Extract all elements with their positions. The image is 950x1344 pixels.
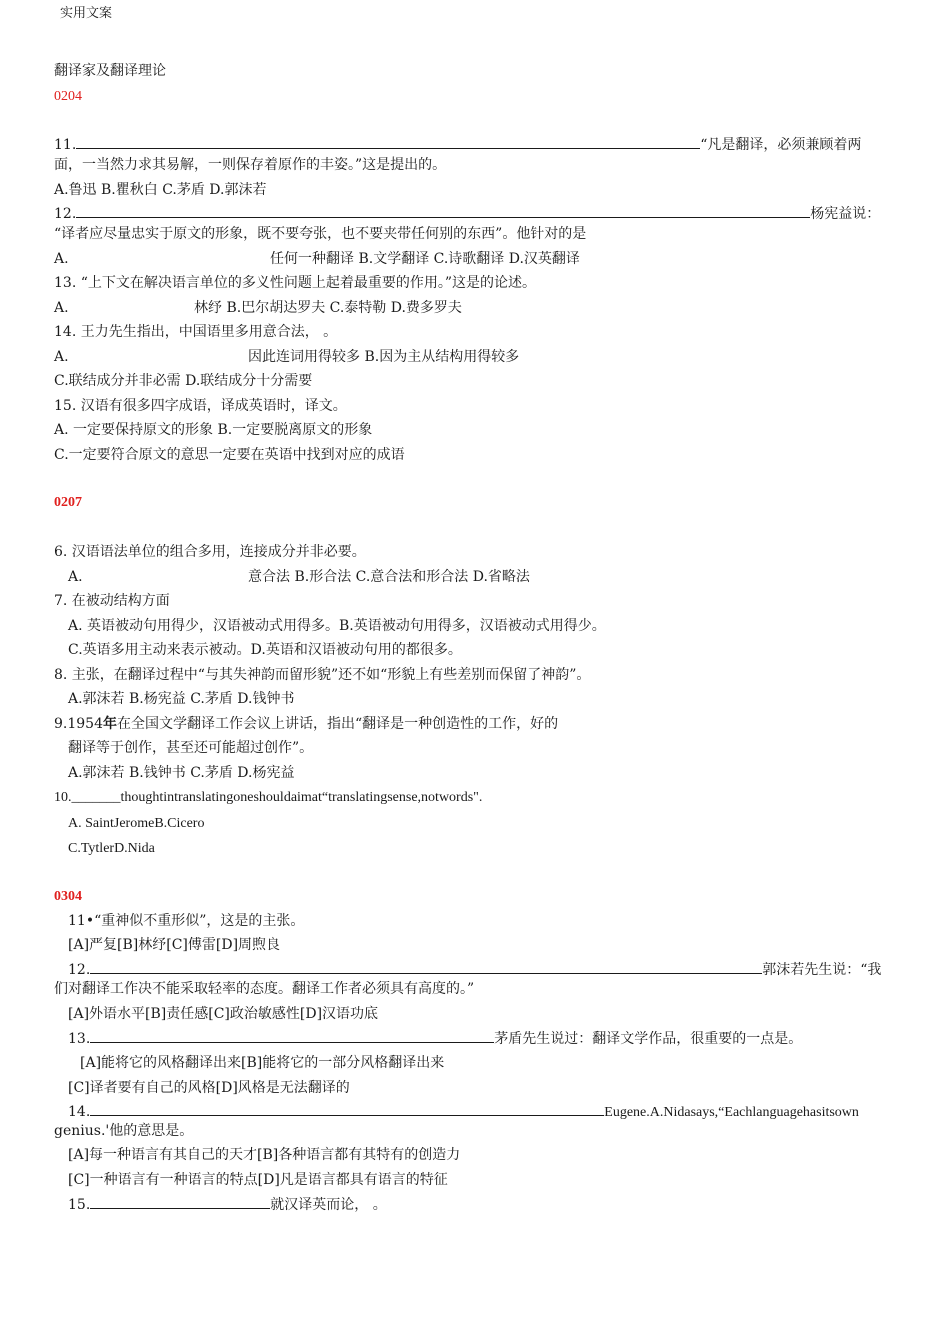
question-12-options: 任何一种翻译 B.文学翻译 C.诗歌翻译 D.汉英翻译 (270, 251, 580, 267)
question-7: 7. 在被动结构方面 (54, 593, 170, 609)
question-r14-line2: genius.'他的意思是。 (54, 1123, 194, 1139)
page-header: 实用文案 (60, 6, 113, 21)
question-number: 11. (54, 137, 77, 153)
question-r13-options-1: [A]能将它的风格翻译出来[B]能将它的一部分风格翻译出来 (80, 1055, 445, 1071)
question-number: 12. (68, 962, 91, 978)
question-r12-options: [A]外语水平[B]责任感[C]政治敏感性[D]汉语功底 (68, 1006, 379, 1022)
question-text: 茅盾先生说过：翻译文学作品，很重要的一点是。 (494, 1031, 803, 1047)
question-14-options-2: C.联结成分并非必需 D.联结成分十分需要 (54, 373, 313, 389)
question-year-suffix: 年 (103, 716, 117, 732)
question-12-option-label: A. (54, 251, 69, 267)
section-code-0207: 0207 (54, 495, 82, 510)
question-number: 15. (68, 1197, 91, 1213)
question-r11: 11•“重神似不重形似”，这是的主张。 (68, 913, 305, 929)
question-number: 14. (68, 1104, 91, 1120)
answer-blank (90, 1103, 604, 1116)
question-11-line2: 面，一当然力求其易解，一则保存着原作的丰姿。”这是提出的。 (54, 157, 447, 173)
question-r14-options-2: [C]一种语言有一种语言的特点[D]凡是语言都具有语言的特征 (68, 1172, 448, 1188)
question-10-options-1: A. SaintJeromeB.Cicero (68, 816, 205, 831)
question-15-options-2: C.一定要符合原文的意思一定要在英语中找到对应的成语 (54, 447, 405, 463)
answer-blank (90, 1030, 494, 1043)
question-text: Eugene.A.Nidasays,“Eachlanguagehasitsown (604, 1105, 859, 1120)
question-r15 (68, 1196, 387, 1214)
question-r13-line1 (68, 1030, 802, 1048)
question-8: 8. 主张，在翻译过程中“与其失神韵而留形貌”还不如“形貌上有些差别而保留了神韵”。 (54, 667, 591, 683)
question-15-options-1: A. 一定要保持原文的形象 B.一定要脱离原文的形象 (54, 422, 373, 438)
question-number: 13. (68, 1031, 91, 1047)
question-r14-line1 (68, 1103, 859, 1122)
question-6-options: 意合法 B.形合法 C.意合法和形合法 D.省略法 (248, 569, 530, 585)
document-title: 翻译家及翻译理论 (54, 63, 166, 79)
question-r13-options-2: [C]译者要有自己的风格[D]风格是无法翻译的 (68, 1080, 350, 1096)
question-text: 就汉译英而论， 。 (270, 1197, 387, 1213)
question-13-options: 林纾 B.巴尔胡达罗夫 C.泰特勒 D.费多罗夫 (194, 300, 462, 316)
question-12-line1 (54, 205, 880, 223)
section-code-0304: 0304 (54, 889, 82, 904)
question-14: 14. 王力先生指出，中国语里多用意合法， 。 (54, 324, 338, 340)
question-14-options-1: 因此连词用得较多 B.因为主从结构用得较多 (248, 349, 520, 365)
question-10: 10._______thoughtintranslatingoneshouldaimat“translatingsense,notwords". (54, 790, 483, 805)
question-7-options-2: C.英语多用主动来表示被动。D.英语和汉语被动句用的都很多。 (68, 642, 462, 658)
answer-blank (76, 205, 810, 218)
question-6-option-label: A. (68, 569, 83, 585)
question-11-line1 (54, 136, 861, 154)
question-11-options: A.鲁迅 B.瞿秋白 C.茅盾 D.郭沫若 (54, 182, 267, 198)
question-15: 15. 汉语有很多四字成语，译成英语时，译文。 (54, 398, 347, 414)
section-code-0204: 0204 (54, 89, 82, 104)
question-9-line1 (54, 715, 558, 733)
question-12-line2: “译者应尽量忠实于原文的形象，既不要夸张，也不要夹带任何别的东西”。他针对的是 (54, 226, 587, 242)
question-14-option-label: A. (54, 349, 69, 365)
question-text: “凡是翻译，必须兼顾着两 (700, 137, 862, 153)
question-13: 13. “上下文在解决语言单位的多义性问题上起着最重要的作用。”这是的论述。 (54, 275, 537, 291)
question-9-options: A.郭沫若 B.钱钟书 C.茅盾 D.杨宪益 (68, 765, 295, 781)
answer-blank (90, 1196, 270, 1209)
answer-blank (90, 961, 762, 974)
question-number: 12. (54, 206, 77, 222)
question-text: 在全国文学翻译工作会议上讲话，指出“翻译是一种创造性的工作，好的 (117, 716, 559, 732)
question-10-options-2: C.TytlerD.Nida (68, 841, 155, 856)
answer-blank (76, 136, 700, 149)
question-year: 9.1954 (54, 716, 103, 732)
question-13-option-label: A. (54, 300, 69, 316)
question-r12-line1 (68, 961, 881, 979)
question-r12-line2: 们对翻译工作决不能采取轻率的态度。翻译工作者必须具有高度的。” (54, 981, 475, 997)
question-9-line2: 翻译等于创作，甚至还可能超过创作”。 (68, 740, 314, 756)
question-text: 郭沫若先生说：“我 (762, 962, 882, 978)
question-6: 6. 汉语语法单位的组合多用，连接成分并非必要。 (54, 544, 366, 560)
question-r14-options-1: [A]每一种语言有其自己的天才[B]各种语言都有其特有的创造力 (68, 1147, 461, 1163)
question-7-options-1: A. 英语被动句用得少，汉语被动式用得多。B.英语被动句用得多，汉语被动式用得少。 (68, 618, 606, 634)
question-r11-options: [A]严复[B]林纾[C]傅雷[D]周煦良 (68, 937, 281, 953)
question-text: 杨宪益说： (810, 206, 881, 222)
question-8-options: A.郭沫若 B.杨宪益 C.茅盾 D.钱钟书 (68, 691, 295, 707)
